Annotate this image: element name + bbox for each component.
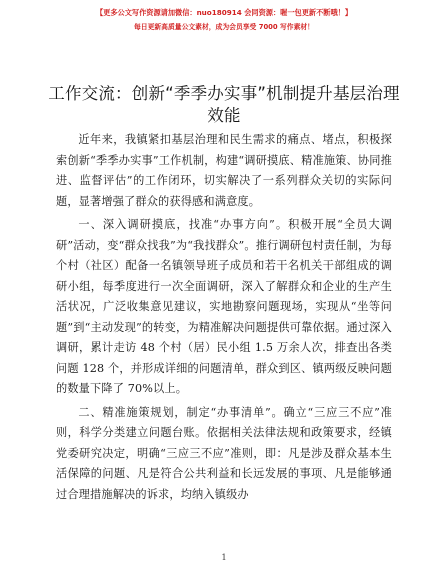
promo-banner-line-1: 【更多公文写作资源请加微信：nuo180914 会同资源：喔一包更新不断哦！】 <box>95 8 353 17</box>
page-number: 1 <box>221 553 227 562</box>
paragraph-section-2: 二、精准施策规划，制定“办事清单”。确立“三应三不应”准则，科学分类建立问题台账。依据相关法律法规和政策要求，经镇党委研究决定，明确“三应三不应”准则，即：凡是涉及群众基本生活保障的问题、凡是符合公共利益和长远发展的事项、凡是能够通过合理措施解决的诉求，均纳入镇级办 <box>56 405 392 501</box>
paragraph-intro: 近年来，我镇紧扣基层治理和民生需求的痛点、堵点，积极探索创新“季季办实事”工作机制，构建“调研摸底、精准施策、协同推进、监督评估”的工作闭环，切实解决了一系列群众关切的实际问题，显著增强了群众的获得感和满意度。 <box>56 133 392 208</box>
document-body <box>56 130 392 505</box>
promo-banner-line-2: 每日更新高质量公文素材，成为会员享受 7000 写作素材！ <box>134 23 314 31</box>
promo-banner <box>0 7 448 33</box>
document-title: 工作交流：创新“季季办实事”机制提升基层治理效能 <box>48 84 400 125</box>
paragraph-section-1: 一、深入调研摸底，找准“办事方向”。积极开展“全员大调研”活动，变“群众找我”为“我找群众”。推行调研包村责任制，为每个村（社区）配备一名镇领导班子成员和若干名机关干部组成的调研小组，每季度进行一次全面调研，深入了解群众和企业的生产生活状况，广泛收集意见建议，实地勘察问题现场，实现从“坐等问题”到“主动发现”的转变，为精准解决问题提供可靠依据。通过深入调研，累计走访 48 个村（居）民小组 1.5 万余人次，排查出各类问题 128 个，并形成详细的问题清单，群众到区、镇两级反映问题的数量下降了 70%以上。 <box>56 218 392 395</box>
